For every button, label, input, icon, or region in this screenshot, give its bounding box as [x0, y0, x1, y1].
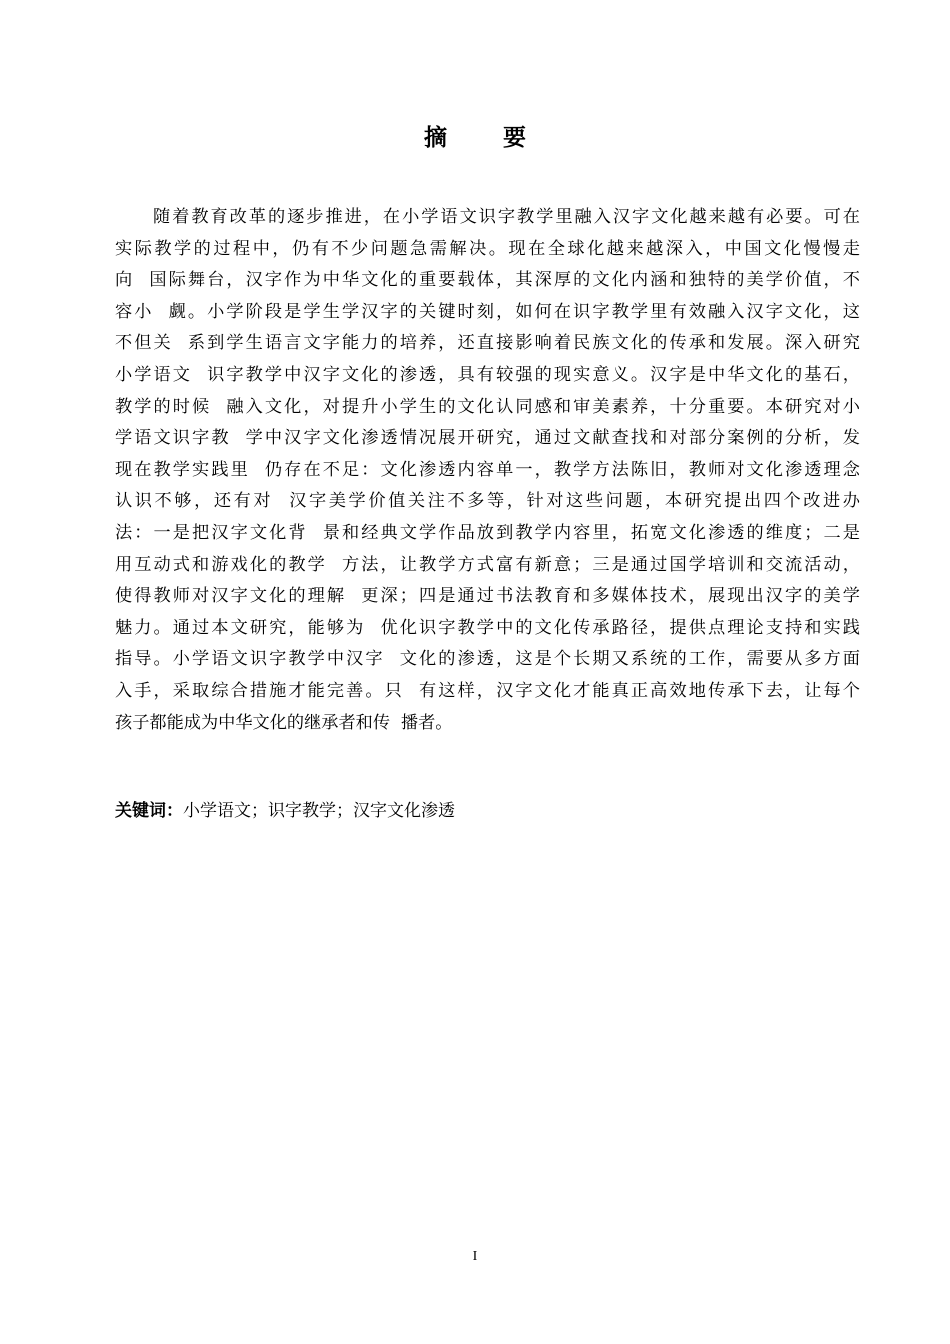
keywords: [115, 796, 455, 826]
abstract-line: 教学的时候 融入文化，对提升小学生的文化认同感和审美素养，十分重要。本研究对小: [115, 396, 860, 417]
abstract-line: 向 国际舞台，汉字作为中华文化的重要载体，其深厚的文化内涵和独特的美学价值，不: [115, 270, 860, 291]
abstract-line: 学语文识字教 学中汉字文化渗透情况展开研究，通过文献查找和对部分案例的分析，发: [115, 428, 860, 449]
keywords-text: 小学语文；识字教学；汉字文化渗透: [183, 801, 455, 821]
abstract-line: 小学语文 识字教学中汉字文化的渗透，具有较强的现实意义。汉字是中华文化的基石，: [115, 364, 860, 385]
page-number: I: [472, 1249, 478, 1264]
abstract-line: 使得教师对汉字文化的理解 更深；四是通过书法教育和多媒体技术，展现出汉字的美学: [115, 586, 860, 607]
abstract-body: [115, 202, 860, 739]
abstract-line: 现在教学实践里 仍存在不足：文化渗透内容单一，教学方法陈旧，教师对文化渗透理念: [115, 459, 860, 480]
abstract-line: 容小 觑。小学阶段是学生学汉字的关键时刻，如何在识字教学里有效融入汉字文化，这: [115, 301, 860, 322]
abstract-line: 指导。小学语文识字教学中汉字 文化的渗透，这是个长期又系统的工作，需要从多方面: [115, 649, 860, 670]
keywords-label: 关键词：: [115, 801, 183, 821]
abstract-line: 法：一是把汉字文化背 景和经典文学作品放到教学内容里，拓宽文化渗透的维度；二是: [115, 522, 860, 543]
abstract-line: 随着教育改革的逐步推进，在小学语文识字教学里融入汉字文化越来越有必要。可在: [153, 207, 860, 227]
abstract-line: 入手，采取综合措施才能完善。只 有这样，汉字文化才能真正高效地传承下去，让每个: [115, 680, 860, 701]
abstract-title: 摘 要: [423, 125, 550, 151]
abstract-line: 孩子都能成为中华文化的继承者和传 播者。: [115, 712, 453, 733]
abstract-line: 认识不够，还有对 汉字美学价值关注不多等，针对这些问题，本研究提出四个改进办: [115, 491, 860, 512]
abstract-line: 用互动式和游戏化的教学 方法，让教学方式富有新意；三是通过国学培训和交流活动，: [115, 554, 860, 575]
abstract-line: 魅力。通过本文研究，能够为 优化识字教学中的文化传承路径，提供点理论支持和实践: [115, 617, 860, 638]
abstract-line: 实际教学的过程中，仍有不少问题急需解决。现在全球化越来越深入，中国文化慢慢走: [115, 238, 860, 259]
abstract-line: 不但关 系到学生语言文字能力的培养，还直接影响着民族文化的传承和发展。深入研究: [115, 333, 860, 354]
